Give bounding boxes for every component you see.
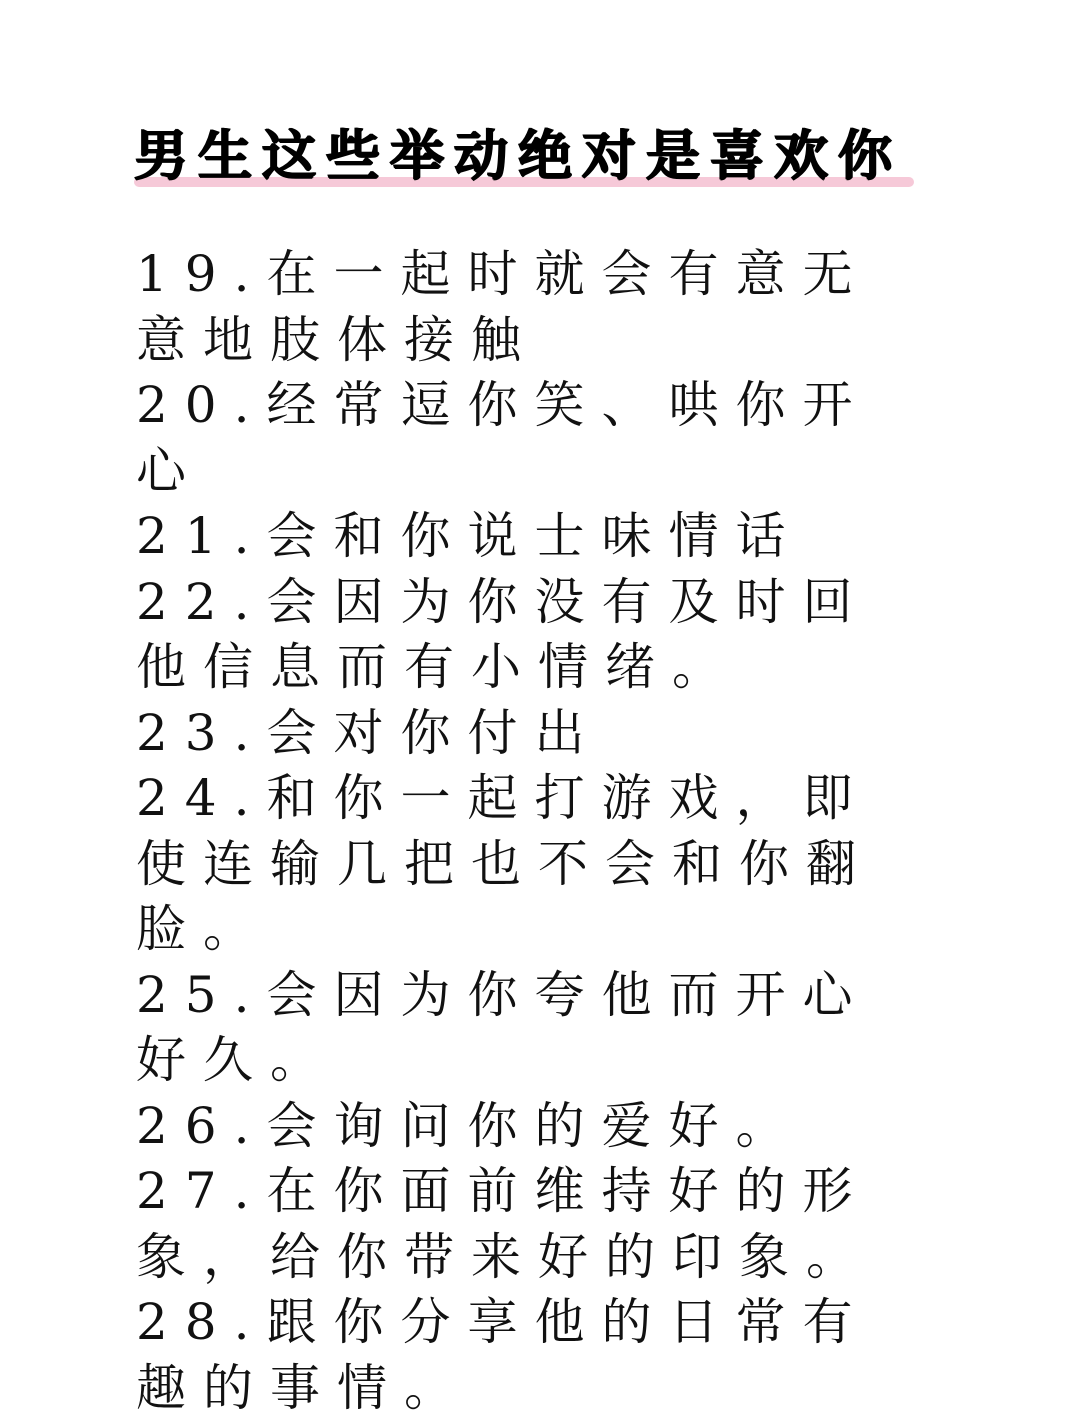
list-item: 21.会和你说士味情话 — [136, 507, 803, 565]
list-item: 22.会因为你没有及时回他信息而有小情绪。 — [136, 572, 870, 696]
list-item: 24.和你一起打游戏，即使连输几把也不会和你翻脸。 — [136, 769, 873, 958]
title-block — [134, 124, 924, 194]
list-item: 28.跟你分享他的日常有趣的事情。 — [136, 1293, 870, 1417]
list-item: 26.会询问你的爱好。 — [136, 1096, 803, 1155]
tips-list — [136, 242, 926, 1421]
list-item: 25.会因为你夸他而开心好久。 — [136, 965, 870, 1089]
list-item: 27.在你面前维持好的形象，给你带来好的印象。 — [136, 1162, 873, 1286]
list-item: 19.在一起时就会有意无意地肢体接触 — [136, 245, 870, 369]
list-item: 23.会对你付出 — [136, 703, 602, 762]
list-item: 20.经常逗你笑、哄你开心 — [136, 376, 870, 500]
page-title: 男生这些举动绝对是喜欢你 — [134, 124, 902, 187]
